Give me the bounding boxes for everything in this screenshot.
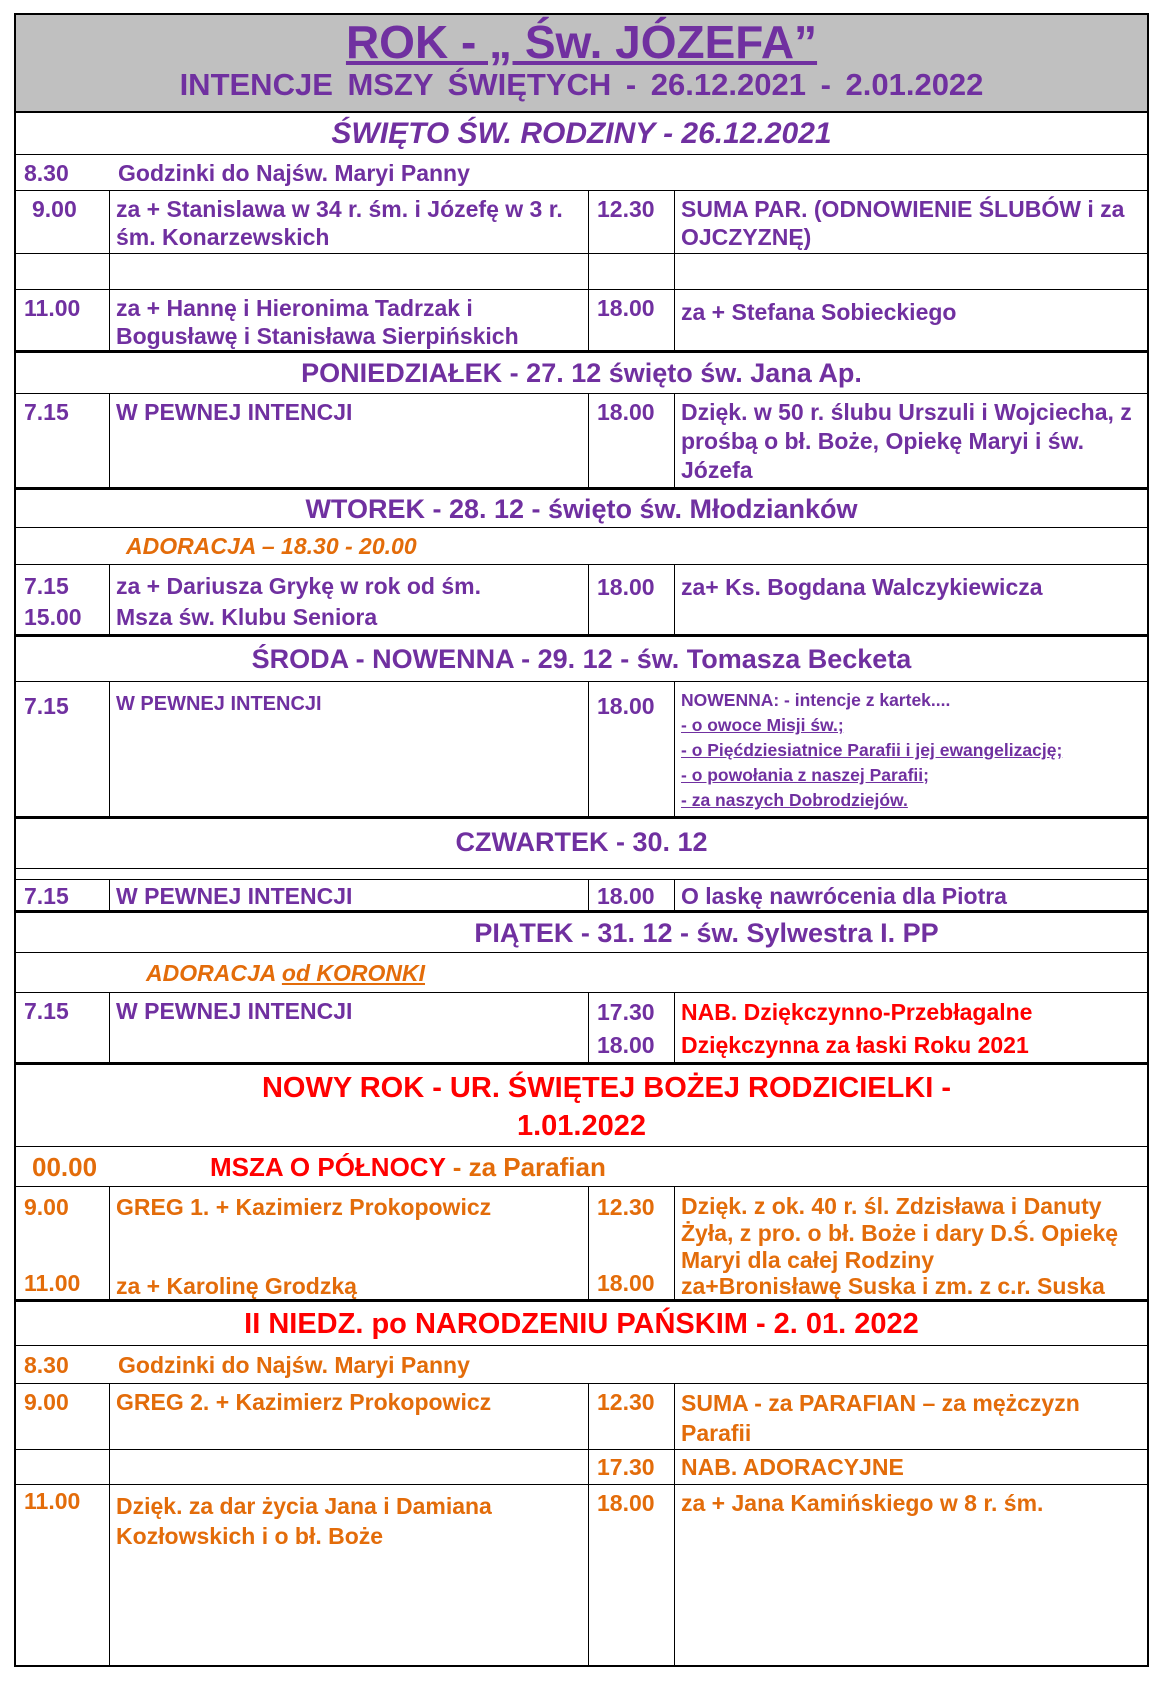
table-row: [16, 191, 1147, 254]
mass-intention: Msza św. Klubu Seniora: [116, 604, 378, 630]
year-title: ROK - „ Św. JÓZEFA”: [345, 16, 818, 68]
mass-time: 12.30: [597, 1194, 655, 1220]
mass-time: 18.00: [589, 565, 675, 634]
mass-time: 15.00: [24, 604, 82, 630]
mass-intention: Dzięk. w 50 r. ślubu Urszuli i Wojciecha, z prośbą o bł. Boże, Opiekę Maryi i św. Józefa: [681, 399, 1132, 483]
godzinki-time: 8.30: [24, 160, 69, 186]
mass-time: 18.00: [589, 290, 675, 350]
mass-time: 7.15: [24, 573, 69, 599]
day-title-second-sunday: II NIEDZ. po NARODZENIU PAŃSKIM - 2. 01. 2022: [16, 1302, 1147, 1346]
table-row: [16, 682, 1147, 819]
mass-intention: Dzięk. z ok. 40 r. śl. Zdzisława i Danuty Żyła, z pro. o bł. Boże i dary D.Ś. Opiekę Maryi dla całej Rodziny: [681, 1193, 1119, 1273]
novena-line: - o owoce Misji św.;: [681, 715, 844, 735]
table-row: [16, 1485, 1147, 1665]
novena-line: - o powołania z naszej Parafii;: [681, 765, 929, 785]
mass-time: 12.30: [589, 191, 675, 253]
day-title-monday: PONIEDZIAŁEK - 27. 12 święto św. Jana Ap.: [16, 353, 1147, 394]
mass-intention: za+ Ks. Bogdana Walczykiewicza: [681, 574, 1043, 600]
empty-row: [16, 254, 1147, 290]
header: [16, 15, 1147, 113]
day-title-new-year: [16, 1065, 1147, 1147]
mass-intention: GREG 1. + Kazimierz Prokopowicz: [116, 1194, 492, 1220]
table-row: [16, 1450, 1147, 1485]
mass-times: [16, 1187, 110, 1299]
mass-times: [16, 565, 110, 634]
day-title-friday: PIĄTEK - 31. 12 - św. Sylwestra I. PP: [16, 913, 1147, 953]
novena-intentions: [675, 682, 1147, 816]
table-row: [16, 1384, 1147, 1450]
mass-intention: za + Jana Kamińskiego w 8 r. śm.: [681, 1490, 1044, 1516]
novena-line: NOWENNA: - intencje z kartek....: [681, 690, 951, 710]
mass-intention: za + Karolinę Grodzką: [116, 1273, 357, 1299]
mass-intentions: [110, 565, 589, 634]
mass-intention: Dziękczynna za łaski Roku 2021: [681, 1032, 1029, 1058]
adoration-koronka: od KORONKI: [281, 960, 425, 986]
mass-intention: O laskę nawrócenia dla Piotra: [681, 883, 1007, 909]
adoration-note: ADORACJA – 18.30 - 20.00: [16, 528, 1147, 565]
novena-line: - za naszych Dobrodziejów.: [681, 790, 908, 810]
godzinki-row: [16, 1346, 1147, 1384]
table-row: [16, 290, 1147, 353]
mass-intention: za + Stefana Sobieckiego: [681, 299, 957, 325]
mass-intention: W PEWNEJ INTENCJI: [110, 993, 589, 1062]
mass-time: 7.15: [16, 394, 110, 487]
mass-time: 11.00: [24, 1270, 81, 1296]
mass-intentions: [675, 993, 1147, 1062]
mass-time: 18.00: [589, 880, 675, 910]
mass-time: 7.15: [16, 880, 110, 910]
mass-times: [589, 993, 675, 1062]
mass-time: 18.00: [589, 1485, 675, 1665]
mass-time: 18.00: [589, 682, 675, 816]
mass-time: 18.00: [597, 1270, 655, 1296]
mass-intention: za + Stanislawa w 34 r. śm. i Józefę w 3 r. śm. Konarzewskich: [110, 191, 589, 253]
table-row: [16, 879, 1147, 913]
mass-intention: SUMA PAR. (ODNOWIENIE ŚLUBÓW i za OJCZYZNĘ): [681, 196, 1125, 250]
mass-time: 9.00: [16, 1384, 110, 1449]
new-year-title: NOWY ROK - UR. ŚWIĘTEJ BOŻEJ RODZICIELKI -: [261, 1072, 952, 1104]
mass-times: [589, 1187, 675, 1299]
table-row: [16, 993, 1147, 1065]
mass-time: 7.15: [16, 993, 110, 1062]
mass-intention: NAB. Dziękczynno-Przebłagalne: [681, 999, 1033, 1025]
day-title-thursday: CZWARTEK - 30. 12: [16, 819, 1147, 869]
godzinki-text: Godzinki do Najśw. Maryi Panny: [118, 1352, 470, 1378]
mass-intention: W PEWNEJ INTENCJI: [110, 394, 589, 487]
mass-intention: SUMA - za PARAFIAN – za mężczyzn Parafii: [681, 1390, 1080, 1446]
adoration-label: ADORACJA: [146, 960, 282, 986]
mass-intention: za + Hannę i Hieronima Tadrzak i Bogusławę i Stanisława Sierpińskich: [110, 290, 589, 350]
godzinki-time: 8.30: [24, 1352, 69, 1378]
mass-time: 12.30: [589, 1384, 675, 1449]
midnight-mass-intention: - za Parafian: [445, 1152, 606, 1182]
day-title-wednesday: ŚRODA - NOWENNA - 29. 12 - św. Tomasza Becketa: [16, 637, 1147, 682]
mass-time: 17.30: [597, 999, 655, 1025]
mass-intention: Dzięk. za dar życia Jana i Damiana Kozłowskich i o bł. Boże: [110, 1485, 589, 1665]
mass-intentions: [675, 1187, 1147, 1299]
table-row: [16, 565, 1147, 637]
intentions-subtitle: INTENCJE MSZY ŚWIĘTYCH - 26.12.2021 - 2.01.2022: [179, 67, 984, 102]
day-title-tuesday: WTOREK - 28. 12 - święto św. Młodzianków: [16, 490, 1147, 528]
mass-time: 7.15: [16, 682, 110, 816]
godzinki-row: [16, 155, 1147, 191]
adoration-note: [16, 953, 1147, 993]
mass-time: 18.00: [597, 1032, 655, 1058]
mass-intention: W PEWNEJ INTENCJI: [110, 880, 589, 910]
novena-line: - o Pięćdziesiatnice Parafii i jej ewangelizację;: [681, 740, 1063, 760]
godzinki-text: Godzinki do Najśw. Maryi Panny: [118, 160, 470, 186]
midnight-mass-row: [16, 1147, 1147, 1187]
mass-time: 17.30: [589, 1450, 675, 1484]
mass-intention: NAB. ADORACYJNE: [681, 1454, 904, 1480]
day-title-sunday-holy-family: ŚWIĘTO ŚW. RODZINY - 26.12.2021: [16, 113, 1147, 155]
mass-time: 00.00: [32, 1152, 98, 1182]
midnight-mass-label: MSZA O PÓŁNOCY: [210, 1152, 446, 1182]
mass-time: 18.00: [589, 394, 675, 487]
mass-intention: GREG 2. + Kazimierz Prokopowicz: [110, 1384, 589, 1449]
mass-intention: za + Dariusza Grykę w rok od śm.: [116, 573, 481, 599]
table-row: [16, 394, 1147, 490]
mass-intentions-sheet: [14, 13, 1149, 1667]
mass-intentions: [110, 1187, 589, 1299]
new-year-date: 1.01.2022: [516, 1110, 646, 1142]
mass-time: 11.00: [16, 290, 110, 350]
table-row: [16, 1187, 1147, 1302]
mass-time: 11.00: [16, 1485, 110, 1665]
mass-intention: za+Bronisławę Suska i zm. z c.r. Suska: [681, 1273, 1105, 1299]
mass-time: 9.00: [16, 191, 110, 253]
mass-intention: W PEWNEJ INTENCJI: [110, 682, 589, 816]
mass-time: 9.00: [24, 1194, 69, 1220]
